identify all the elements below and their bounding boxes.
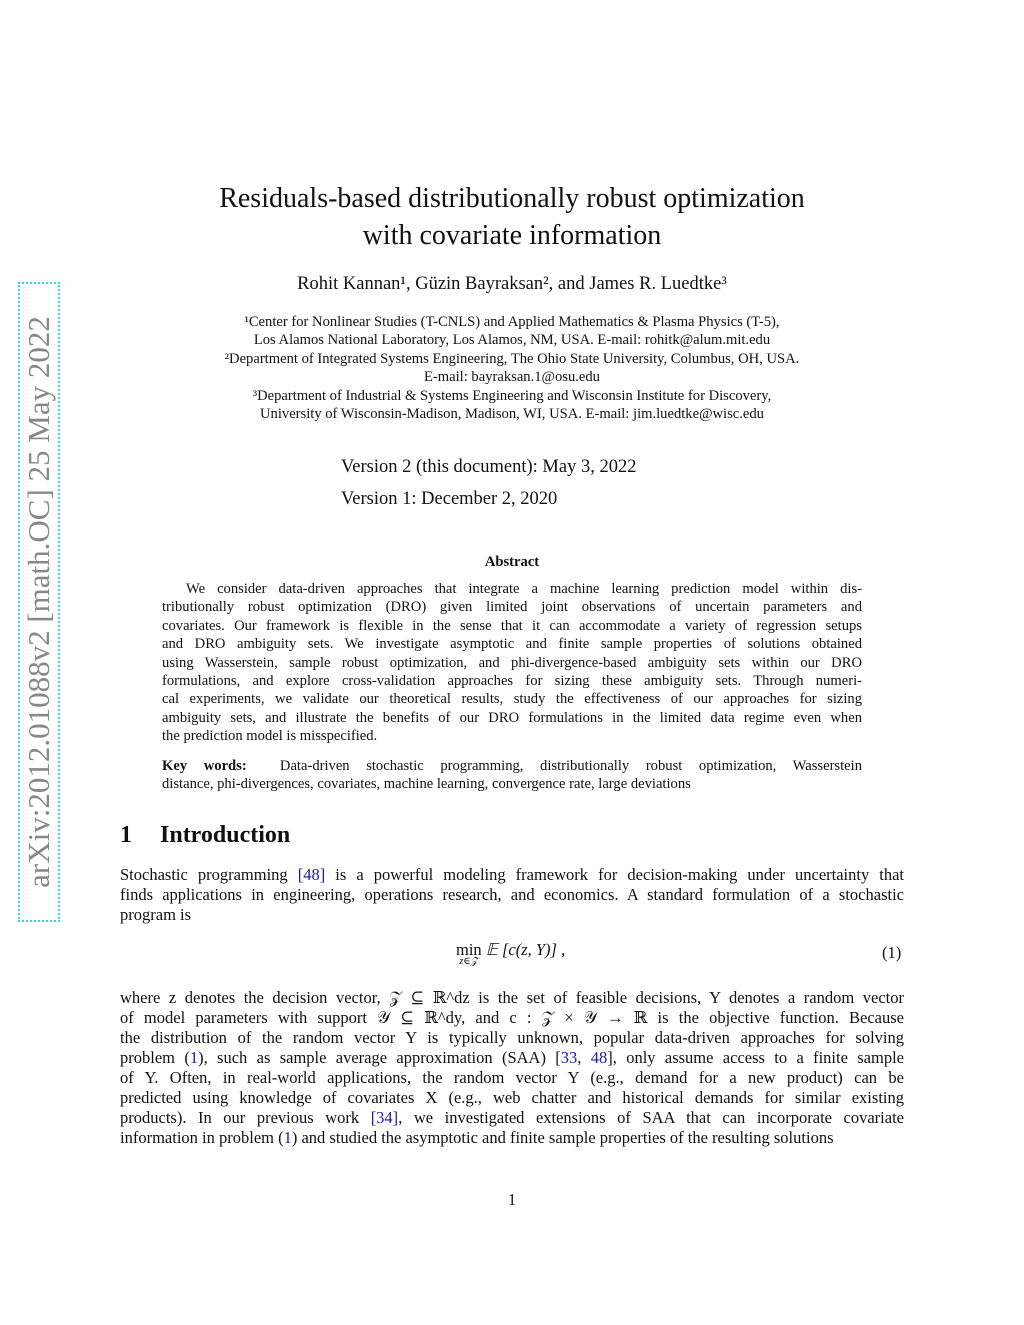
intro-paragraph-1: [120, 865, 904, 925]
citation-link[interactable]: 1: [189, 1048, 199, 1067]
text-line: products). In our previous work [34], we investigated extensions of SAA that can incorporate covariate: [120, 1108, 904, 1127]
affiliation-line: ²Department of Integrated Systems Engineering, The Ohio State University, Columbus, OH, USA.: [224, 350, 800, 367]
text-line: information in problem (1) and studied the asymptotic and finite sample properties of the resulting solutions: [120, 1128, 834, 1147]
equation-operator: min: [456, 940, 482, 959]
keywords: [162, 757, 862, 794]
affiliation-line: ³Department of Industrial & Systems Engineering and Wisconsin Institute for Discovery,: [252, 387, 772, 404]
equation-number: (1): [882, 943, 902, 962]
text-line: We consider data-driven approaches that integrate a machine learning prediction model within dis-: [186, 581, 862, 597]
section-number: 1: [120, 822, 132, 848]
arxiv-identifier: arXiv:2012.01088v2 [math.OC] 25 May 2022: [21, 316, 56, 888]
text-line: tributionally robust optimization (DRO) given limited joint observations of uncertain parameters and: [162, 599, 862, 616]
text-line: where z denotes the decision vector, 𝒵 ⊆ ℝ^dz is the set of feasible decisions, Y denotes a random vector: [120, 988, 904, 1007]
title-line: Residuals-based distributionally robust optimization: [219, 183, 805, 214]
text-line: and DRO ambiguity sets. We investigate asymptotic and finite sample properties of solutions obtained: [162, 636, 862, 653]
text-line: formulations, and explore cross-validation approaches for sizing these ambiguity sets. Through numeri-: [162, 672, 862, 689]
affiliations: [0, 313, 1024, 423]
affiliation-line: Los Alamos National Laboratory, Los Alamos, NM, USA. E-mail: rohitk@alum.mit.edu: [253, 332, 771, 349]
equation-1: [456, 940, 565, 967]
affiliation-line: University of Wisconsin-Madison, Madison, WI, USA. E-mail: jim.luedtke@wisc.edu: [260, 406, 764, 423]
text-line: the distribution of the random vector Y is typically unknown, popular data-driven approaches for solving: [120, 1028, 904, 1047]
citation-link[interactable]: 33: [560, 1048, 578, 1067]
citation-link[interactable]: 1: [283, 1128, 292, 1147]
section-heading: [120, 822, 290, 849]
text-line: of Y. Often, in real-world applications, the random vector Y (e.g., demand for a new product) can be: [120, 1068, 904, 1087]
citation-link[interactable]: [48]: [297, 865, 326, 884]
keywords-label: Key words:: [162, 758, 247, 774]
affiliation-line: ¹Center for Nonlinear Studies (T-CNLS) and Applied Mathematics & Plasma Physics (T-5),: [244, 314, 780, 330]
citation-link[interactable]: [34]: [370, 1108, 399, 1127]
keywords-line: Data-driven stochastic programming, distributionally robust optimization, Wasserstein: [279, 758, 862, 774]
version-1: Version 1: December 2, 2020: [341, 489, 558, 509]
abstract-body: [162, 580, 862, 746]
abstract-heading: Abstract: [484, 554, 540, 570]
text-line: program is: [120, 905, 192, 924]
text-line: of model parameters with support 𝒴 ⊆ ℝ^dy, and c : 𝒵 × 𝒴 → ℝ is the objective function. Because: [120, 1008, 904, 1027]
text-line: cal experiments, we validate our theoretical results, study the effectiveness of our approaches for sizing: [162, 691, 862, 708]
affiliation-line: E-mail: bayraksan.1@osu.edu: [424, 369, 600, 386]
authors: Rohit Kannan¹, Güzin Bayraksan², and James R. Luedtke³: [297, 274, 727, 294]
text-line: covariates. Our framework is flexible in the sense that it can accommodate a variety of regression setups: [162, 617, 862, 634]
equation-subscript: z∈𝒵: [459, 956, 479, 967]
text-line: Stochastic programming [48] is a powerful modeling framework for decision-making under uncertainty that: [120, 865, 905, 884]
text-line: predicted using knowledge of covariates X (e.g., web chatter and historical demands for similar existing: [120, 1088, 904, 1107]
text-line: the prediction model is misspecified.: [162, 728, 378, 745]
text-line: finds applications in engineering, operations research, and economics. A standard formulation of a stochastic: [120, 885, 904, 904]
keywords-line: distance, phi-divergences, covariates, machine learning, convergence rate, large deviations: [162, 776, 691, 793]
section-title: Introduction: [160, 822, 291, 848]
intro-paragraph-2: [120, 988, 904, 1148]
text-line: ambiguity sets, and illustrate the benefits of our DRO formulations in the limited data regime even when: [162, 709, 862, 726]
equation-body: 𝔼 [c(z, Y)] ,: [485, 940, 566, 959]
title-line: with covariate information: [362, 220, 662, 251]
citation-link[interactable]: 48: [590, 1048, 608, 1067]
page-number: 1: [507, 1190, 517, 1209]
version-2: Version 2 (this document): May 3, 2022: [341, 457, 637, 477]
text-line: problem (1), such as sample average approximation (SAA) [33, 48], only assume access to a finite sample: [120, 1048, 905, 1067]
text-line: using Wasserstein, sample robust optimization, and phi-divergence-based ambiguity sets within our DRO: [162, 654, 862, 671]
paper-title: [0, 180, 1024, 254]
